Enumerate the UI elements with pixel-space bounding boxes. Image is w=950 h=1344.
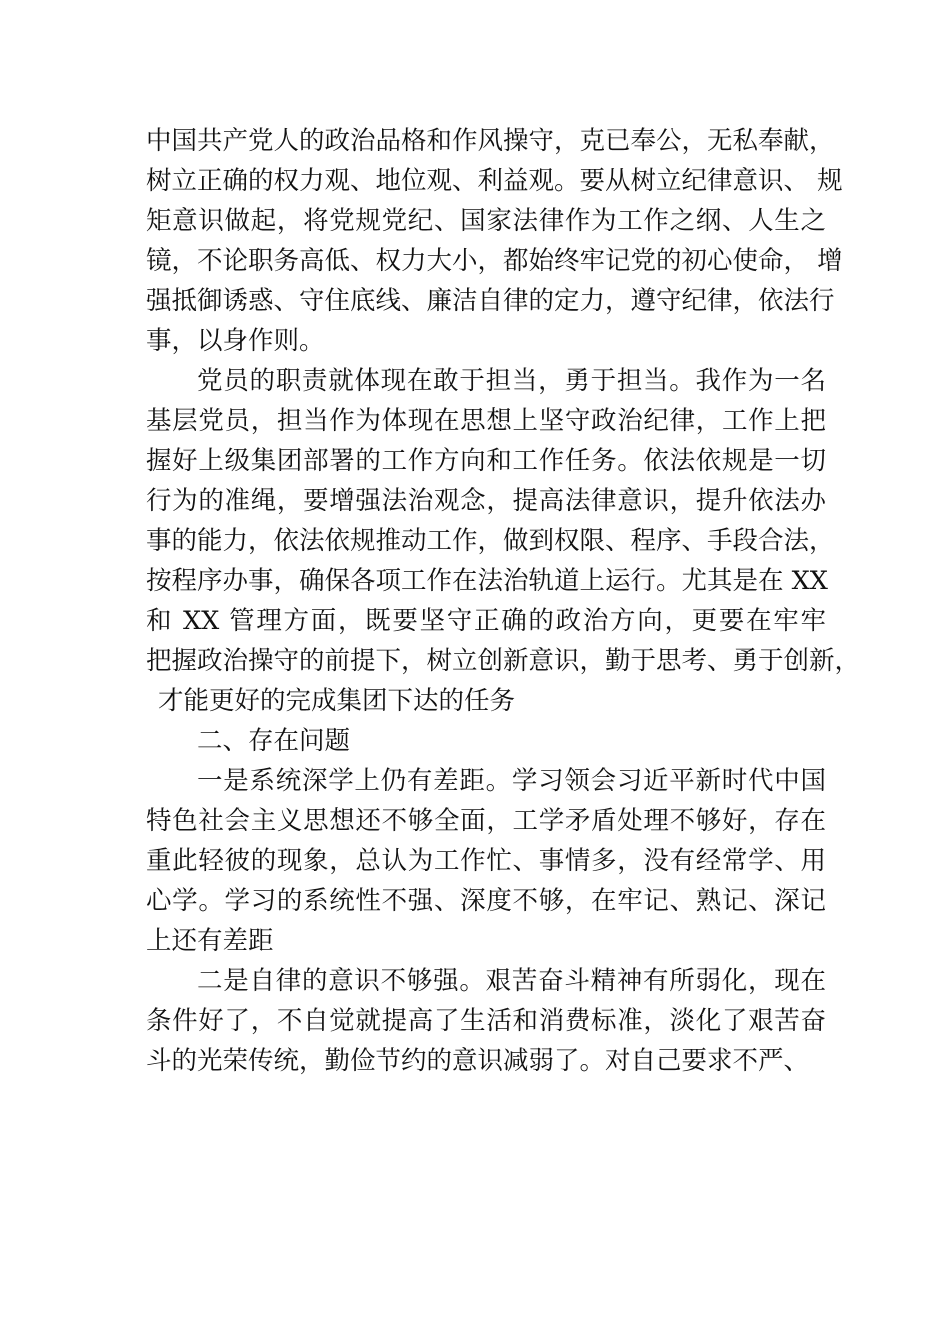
- paragraph-1-line-3: 矩意识做起，将党规党纪、国家法律作为工作之纲、人生之: [146, 206, 826, 236]
- paragraph-2-line-5: 事的能力，依法依规推动工作，做到权限、程序、手段合法，: [146, 526, 835, 556]
- paragraph-1-line-6: 事，以身作则。: [146, 326, 325, 356]
- paragraph-2-line-1: 党员的职责就体现在敢于担当，勇于担当。我作为一名: [197, 366, 826, 396]
- paragraph-2-line-9: 才能更好的完成集团下达的任务: [158, 686, 516, 716]
- paragraph-3-line-3: 重此轻彼的现象，总认为工作忙、事情多，没有经常学、用: [146, 846, 826, 876]
- paragraph-4-line-1: 二是自律的意识不够强。艰苦奋斗精神有所弱化，现在: [197, 966, 826, 996]
- paragraph-2-line-8: 把握政治操守的前提下，树立创新意识，勤于思考、勇于创新，: [146, 646, 861, 676]
- paragraph-2-line-2: 基层党员，担当作为体现在思想上坚守政治纪律，工作上把: [146, 406, 826, 436]
- paragraph-3-line-5: 上还有差距: [146, 926, 274, 956]
- paragraph-2-line-4: 行为的准绳，要增强法治观念，提高法律意识，提升依法办: [146, 486, 826, 516]
- paragraph-1-line-4: 镜，不论职务高低、权力大小，都始终牢记党的初心使命， 增: [146, 246, 843, 276]
- paragraph-1-line-1: 中国共产党人的政治品格和作风操守，克已奉公，无私奉献，: [146, 126, 835, 156]
- paragraph-2-line-6: 按程序办事，确保各项工作在法治轨道上运行。尤其是在 XX: [146, 566, 828, 596]
- section-heading: 二、存在问题: [197, 726, 351, 756]
- paragraph-3-line-1: 一是系统深学上仍有差距。学习领会习近平新时代中国: [197, 766, 826, 796]
- paragraph-3-line-4: 心学。学习的系统性不强、深度不够，在牢记、熟记、深记: [146, 886, 826, 916]
- paragraph-1-line-5: 强抵御诱惑、守住底线、廉洁自律的定力，遵守纪律，依法行: [146, 286, 835, 316]
- paragraph-4-line-3: 斗的光荣传统，勤俭节约的意识减弱了。对自己要求不严、: [146, 1046, 810, 1076]
- paragraph-3-line-2: 特色社会主义思想还不够全面，工学矛盾处理不够好，存在: [146, 806, 826, 836]
- paragraph-2-line-3: 握好上级集团部署的工作方向和工作任务。依法依规是一切: [146, 446, 826, 476]
- paragraph-4-line-2: 条件好了，不自觉就提高了生活和消费标准，淡化了艰苦奋: [146, 1006, 826, 1036]
- paragraph-2-line-7: 和 XX 管理方面，既要坚守正确的政治方向，更要在牢牢: [146, 606, 826, 636]
- paragraph-1-line-2: 树立正确的权力观、地位观、利益观。要从树立纪律意识、 规: [146, 166, 843, 196]
